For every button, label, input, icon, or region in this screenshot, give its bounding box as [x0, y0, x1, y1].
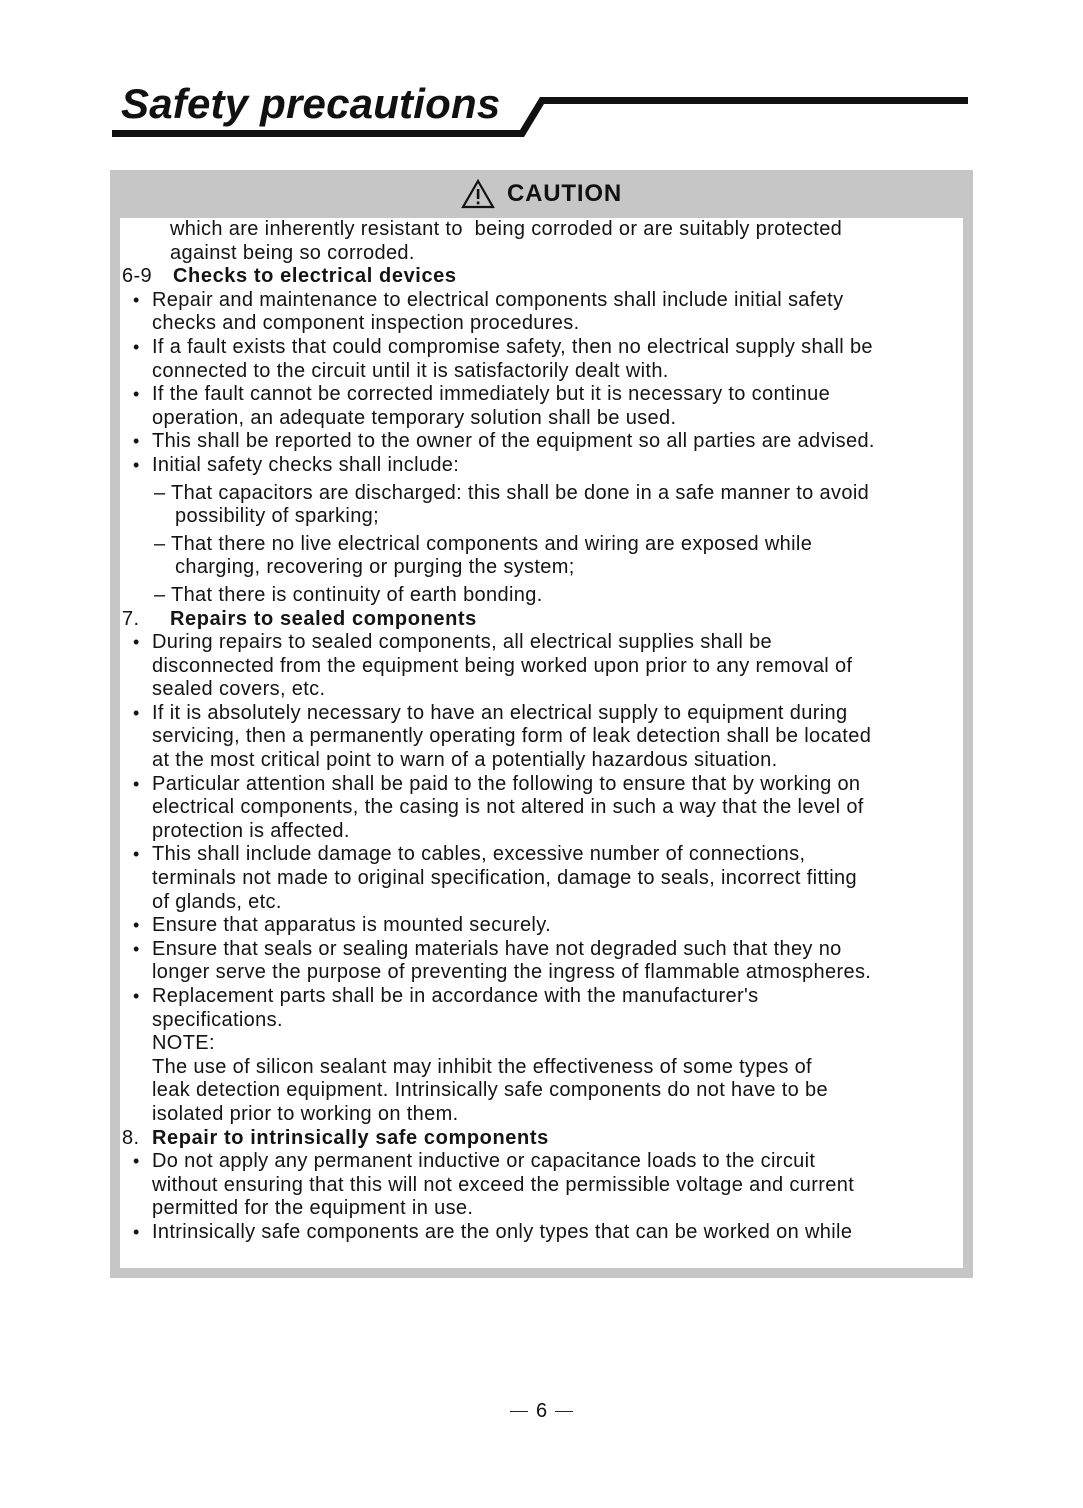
- text-line: • Replacement parts shall be in accordance with the manufacturer's: [133, 985, 759, 1007]
- text-line: • If the fault cannot be corrected immediately but it is necessary to continue: [133, 383, 831, 406]
- text-line: leak detection equipment. Intrinsically safe components do not have to be: [152, 1079, 828, 1102]
- bullet-icon: •: [133, 632, 140, 653]
- section-heading-8: [120, 1127, 963, 1151]
- bullet-icon: •: [133, 384, 140, 405]
- section-number: 7.: [122, 607, 140, 630]
- text-line: – That capacitors are discharged: this shall be done in a safe manner to avoid: [154, 481, 870, 504]
- caution-text: [120, 218, 963, 1245]
- text-line: sealed covers, etc.: [152, 678, 326, 701]
- list-item: [120, 289, 963, 336]
- list-item: [120, 938, 963, 985]
- caution-header: [110, 170, 973, 218]
- bullet-icon: •: [133, 289, 140, 310]
- page-title: Safety precautions: [121, 80, 501, 127]
- bullet-icon: •: [133, 1221, 140, 1242]
- text-line: charging, recovering or purging the system;: [175, 556, 575, 579]
- list-item: [120, 383, 963, 430]
- text-line: at the most critical point to warn of a potentially hazardous situation.: [152, 749, 778, 772]
- text-line: servicing, then a permanently operating form of leak detection shall be located: [152, 725, 872, 748]
- bullet-icon: •: [133, 986, 140, 1006]
- list-item: [120, 702, 963, 773]
- note-label: NOTE:: [152, 1032, 215, 1055]
- text-line: connected to the circuit until it is satisfactorily dealt with.: [152, 359, 669, 382]
- bullet-icon: •: [133, 431, 140, 452]
- text-line: • Particular attention shall be paid to the following to ensure that by working on: [133, 772, 861, 795]
- text-line: • Initial safety checks shall include:: [133, 453, 460, 476]
- section-title: Repairs to sealed components: [170, 607, 477, 630]
- section-heading-6-9: [120, 265, 963, 289]
- text-line: – That there no live electrical components and wiring are exposed while: [154, 532, 813, 555]
- text-line: specifications.: [152, 1008, 283, 1031]
- bullet-icon: •: [133, 336, 140, 357]
- page-number-value: 6: [535, 1400, 548, 1422]
- warning-triangle-icon: [461, 179, 495, 209]
- list-item: [120, 843, 963, 914]
- page-number-dash: [510, 1411, 528, 1412]
- text-line: • If it is absolutely necessary to have an electrical supply to equipment during: [133, 701, 848, 724]
- text-line: of glands, etc.: [152, 890, 282, 913]
- text-line: terminals not made to original specification, damage to seals, incorrect fitting: [152, 867, 858, 890]
- title-underline-shape: [112, 97, 968, 137]
- list-item: [120, 914, 963, 938]
- page-number: [0, 1400, 1083, 1423]
- caution-content: [120, 218, 963, 1268]
- text-line: • Intrinsically safe components are the only types that can be worked on while: [133, 1220, 853, 1243]
- list-item: [120, 430, 963, 454]
- text-line: • If a fault exists that could compromise safety, then no electrical supply shall be: [133, 335, 873, 358]
- text-line: operation, an adequate temporary solution shall be used.: [152, 406, 677, 429]
- section-heading-7: [120, 608, 963, 632]
- note-block: [120, 1032, 963, 1126]
- section-number: 8.: [122, 1126, 140, 1149]
- list-item: [120, 454, 963, 478]
- text-line: permitted for the equipment in use.: [152, 1197, 474, 1220]
- dash-item: [120, 533, 963, 580]
- text-line: disconnected from the equipment being worked upon prior to any removal of: [152, 654, 853, 677]
- text-line: which are inherently resistant to being corroded or are suitably protected: [170, 218, 843, 240]
- section-title: Checks to electrical devices: [173, 265, 457, 288]
- dash-item: [120, 482, 963, 529]
- caution-box: [110, 170, 973, 1278]
- bullet-icon: •: [133, 938, 140, 959]
- section-title: Repair to intrinsically safe components: [152, 1126, 549, 1149]
- bullet-icon: •: [133, 702, 140, 723]
- text-line: electrical components, the casing is not altered in such a way that the level of: [152, 796, 864, 819]
- bullet-icon: •: [133, 1151, 140, 1172]
- text-line: • This shall include damage to cables, excessive number of connections,: [133, 843, 806, 866]
- text-line: without ensuring that this will not exceed the permissible voltage and current: [152, 1173, 855, 1196]
- bullet-icon: •: [133, 915, 140, 936]
- caution-label: CAUTION: [507, 180, 622, 207]
- text-line: – That there is continuity of earth bonding.: [154, 583, 543, 606]
- dash-item: [120, 584, 963, 608]
- title-underline: [0, 0, 1083, 150]
- list-item: [120, 773, 963, 844]
- text-line: • Repair and maintenance to electrical components shall include initial safety: [133, 288, 844, 311]
- list-item: [120, 1150, 963, 1221]
- text-line: • This shall be reported to the owner of the equipment so all parties are advised.: [133, 430, 875, 453]
- text-line: • During repairs to sealed components, all electrical supplies shall be: [133, 631, 773, 654]
- page-number-dash: [555, 1411, 573, 1412]
- section-number: 6-9: [122, 265, 152, 288]
- text-line: isolated prior to working on them.: [152, 1102, 459, 1125]
- text-line: • Ensure that apparatus is mounted securely.: [133, 914, 551, 937]
- text-line: checks and component inspection procedures.: [152, 312, 580, 335]
- text-line: longer serve the purpose of preventing the ingress of flammable atmospheres.: [152, 961, 872, 984]
- list-item: [120, 985, 963, 1032]
- text-line: against being so corroded.: [170, 241, 415, 264]
- list-item: [120, 336, 963, 383]
- bullet-icon: •: [133, 773, 140, 794]
- text-line: The use of silicon sealant may inhibit the effectiveness of some types of: [152, 1055, 812, 1078]
- bullet-icon: •: [133, 454, 140, 475]
- bullet-icon: •: [133, 844, 140, 865]
- text-line: possibility of sparking;: [175, 505, 380, 528]
- text-line: protection is affected.: [152, 819, 350, 842]
- list-item: [120, 1221, 963, 1245]
- text-line: • Do not apply any permanent inductive or capacitance loads to the circuit: [133, 1150, 816, 1173]
- text-line: • Ensure that seals or sealing materials have not degraded such that they no: [133, 937, 842, 960]
- list-item: [120, 631, 963, 702]
